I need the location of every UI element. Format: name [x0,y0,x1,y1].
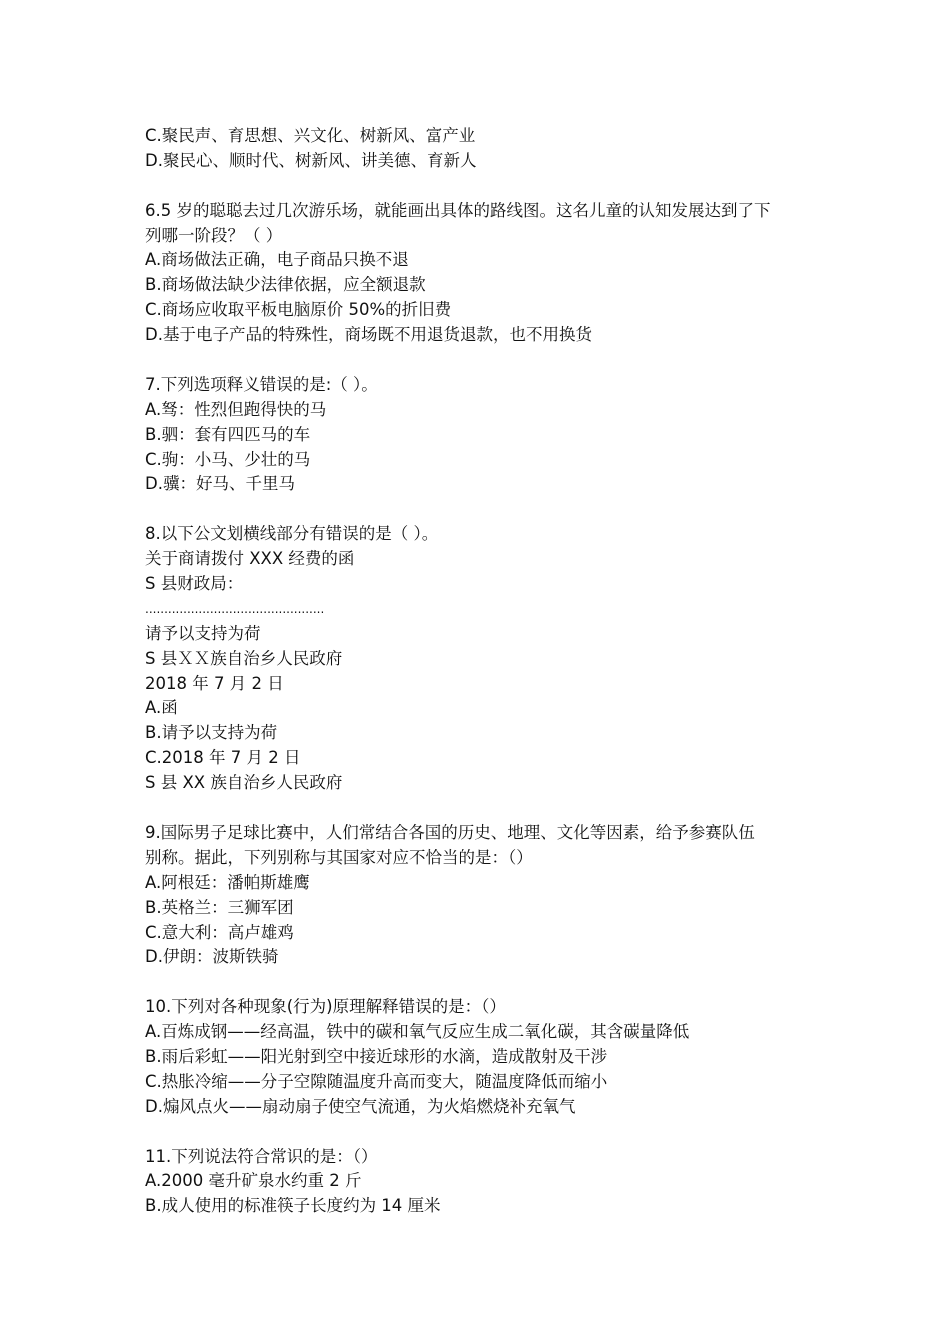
option-c: C.驹：小马、少壮的马 [145,449,311,469]
question-6 [145,199,825,348]
question-stem: 11.下列说法符合常识的是：（） [145,1146,378,1166]
question-stem: 列哪一阶段？（ ） [145,225,283,245]
option-c: C.商场应收取平板电脑原价 50%的折旧费 [145,300,452,320]
question-stem: 7.下列选项释义错误的是:（ ）。 [145,374,378,394]
option-d: D.基于电子产品的特殊性，商场既不用退货退款，也不用换货 [145,325,592,345]
option-d: D.聚民心、顺时代、树新风、讲美德、育新人 [145,150,477,170]
option-a: A.2000 毫升矿泉水约重 2 斤 [145,1171,362,1191]
option-a: A.商场做法正确，电子商品只换不退 [145,250,409,270]
question-stem: 9.国际男子足球比赛中，人们常结合各国的历史、地理、文化等因素，给予参赛队伍 [145,822,755,842]
letter-title: 关于商请拨付 XXX 经费的函 [145,549,355,569]
question-11 [145,1145,825,1220]
option-b: B.驷：套有四匹马的车 [145,424,311,444]
option-b: B.雨后彩虹——阳光射到空中接近球形的水滴，造成散射及干涉 [145,1046,608,1066]
option-c: C.2018 年 7 月 2 日 [145,748,301,768]
question-stem: 10.下列对各种现象(行为)原理解释错误的是：（） [145,997,506,1017]
option-c: C.意大利：高卢雄鸡 [145,922,294,942]
question-stem: 8.以下公文划横线部分有错误的是（ ）。 [145,524,439,544]
option-a: A.阿根廷：潘帕斯雄鹰 [145,872,310,892]
question-9 [145,821,825,970]
letter-ellipsis: ............................................... [145,601,325,616]
option-b: B.请予以支持为荷 [145,723,278,743]
letter-sender: S 县ＸＸ族自治乡人民政府 [145,648,343,668]
question-stem: 别称。据此，下列别称与其国家对应不恰当的是：（） [145,847,533,867]
option-d: D.骥：好马、千里马 [145,474,295,494]
option-a: A.函 [145,698,178,718]
option-b: B.成人使用的标准筷子长度约为 14 厘米 [145,1196,441,1216]
option-d: D.伊朗：波斯铁骑 [145,947,279,967]
option-b: B.英格兰：三狮军团 [145,897,294,917]
letter-date: 2018 年 7 月 2 日 [145,673,284,693]
question-8 [145,522,825,796]
letter-closing: 请予以支持为荷 [145,623,261,643]
option-a: A.驽：性烈但跑得快的马 [145,399,327,419]
option-b: B.商场做法缺少法律依据，应全额退款 [145,275,426,295]
option-d: D.煽风点火——扇动扇子使空气流通，为火焰燃烧补充氧气 [145,1096,576,1116]
letter-recipient: S 县财政局： [145,574,244,594]
option-a: A.百炼成钢——经高温，铁中的碳和氧气反应生成二氧化碳，其含碳量降低 [145,1022,690,1042]
question-10 [145,995,825,1119]
option-c: C.热胀冷缩——分子空隙随温度升高而变大，随温度降低而缩小 [145,1071,608,1091]
document-body [145,124,825,1219]
option-c: C.聚民声、育思想、兴文化、树新风、富产业 [145,126,476,145]
question-7 [145,373,825,497]
question-stem: 6.5 岁的聪聪去过几次游乐场，就能画出具体的路线图。这名儿童的认知发展达到了下 [145,200,771,220]
option-d: S 县 XX 族自治乡人民政府 [145,773,343,793]
